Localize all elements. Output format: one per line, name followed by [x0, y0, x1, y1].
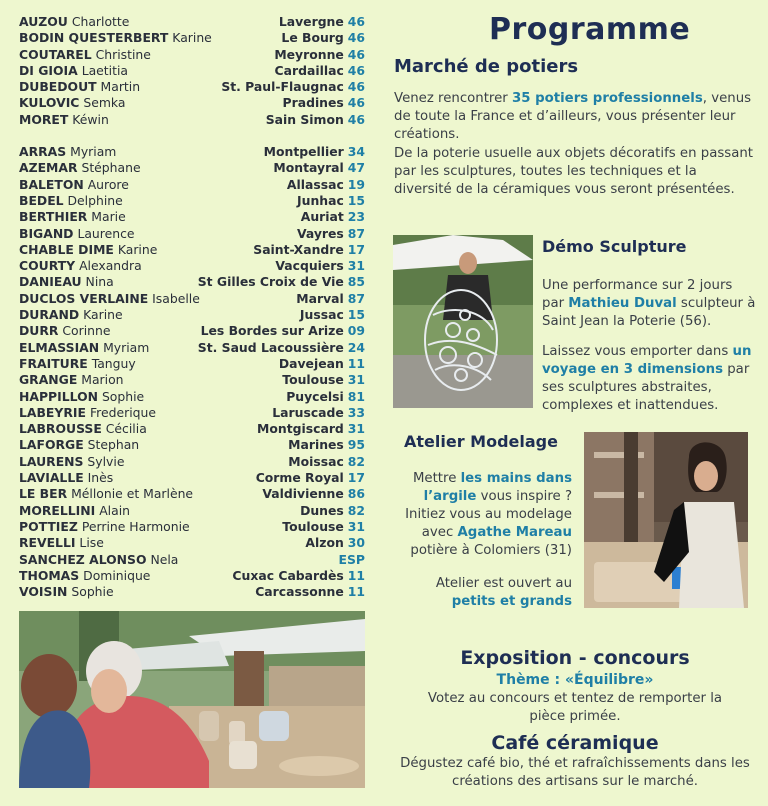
page-title: Programme [489, 12, 691, 47]
exhibitor-firstname: Alexandra [79, 258, 142, 274]
exhibitor-group-other [19, 144, 365, 600]
exhibitor-lastname: LE BER [19, 486, 68, 502]
exhibitor-location [272, 405, 365, 420]
exhibitor-row [19, 226, 365, 242]
exhibitor-city: Le Bourg [281, 30, 344, 46]
exhibitor-city: Montpellier [263, 144, 344, 160]
exhibitor-location [274, 47, 365, 62]
exhibitor-firstname: Méllonie et Marlène [71, 486, 194, 502]
exhibitor-row [19, 437, 365, 453]
exhibitor-name [19, 323, 111, 338]
exhibitor-location [264, 144, 365, 159]
exhibitor-dept: 46 [347, 95, 365, 111]
exhibitor-location [275, 63, 365, 78]
exhibitor-location [297, 193, 365, 208]
exhibitor-row [19, 356, 365, 372]
exhibitor-city: Toulouse [282, 518, 344, 534]
exhibitor-dept: 46 [347, 14, 365, 29]
exhibitor-location [256, 470, 365, 485]
exhibitor-firstname: Tanguy [91, 355, 136, 371]
exhibitor-firstname: Inès [87, 470, 114, 486]
exhibitor-location [305, 535, 365, 550]
exhibitor-location [281, 30, 365, 45]
exhibitor-lastname: REVELLI [19, 535, 76, 551]
exhibitor-lastname: BALETON [19, 176, 84, 192]
exhibitor-name [19, 421, 147, 436]
exhibitor-dept: 85 [347, 274, 365, 290]
cafe-heading: Café céramique [491, 732, 659, 754]
exhibitor-dept: 15 [347, 307, 365, 323]
exhibitor-firstname: Martin [100, 79, 141, 95]
exhibitor-row [19, 584, 365, 600]
exhibitor-dept: 30 [347, 535, 365, 551]
exhibitor-city: Allassac [286, 176, 344, 192]
exhibitor-row [19, 79, 365, 95]
exhibitor-location [279, 356, 365, 371]
exhibitor-firstname: Alain [99, 502, 131, 518]
exhibitor-lastname: DUBEDOUT [19, 79, 97, 95]
exhibitor-city: Lavergne [278, 14, 344, 29]
exhibitor-lastname: DANIEAU [19, 274, 82, 290]
exhibitor-city: Pradines [282, 95, 344, 111]
exhibitor-lastname: MORELLINI [19, 502, 96, 518]
exhibitor-name [19, 503, 130, 518]
exhibitor-lastname: BEDEL [19, 192, 64, 208]
exhibitor-location [300, 503, 365, 518]
exhibitor-firstname: Marie [91, 209, 126, 225]
exhibitor-firstname: Charlotte [71, 14, 130, 29]
exhibitor-lastname: MORET [19, 111, 69, 127]
exhibitor-name [19, 470, 113, 485]
atelier-text-2: Atelier est ouvert au petits et grands [435, 576, 572, 609]
exhibitor-firstname: Sophie [101, 388, 145, 404]
marche-text-2: De la poterie usuelle aux objets décoratifs en passant par les sculptures, toutes les techniques et la diversité de la céramiques vous seront présentées. [394, 146, 753, 197]
exhibitor-lastname: DURAND [19, 307, 80, 323]
exhibitor-row [19, 503, 365, 519]
exhibitor-row [19, 258, 365, 274]
exhibitor-name [19, 274, 114, 289]
demo-text-2: Laissez vous emporter dans un voyage en 3 dimensions par ses sculptures abstraites, complexes et inattendues. [542, 344, 752, 413]
exhibitor-location [279, 14, 365, 29]
exhibitor-city: Laruscade [272, 404, 344, 420]
exhibitor-city: Les Bordes sur Arize [200, 323, 344, 339]
exhibitor-lastname: HAPPILLON [19, 388, 98, 404]
exhibitor-dept: 81 [347, 388, 365, 404]
exhibitor-dept: 09 [347, 323, 365, 339]
exhibitor-firstname: Stéphane [81, 160, 141, 176]
exhibitor-location [262, 486, 365, 501]
exhibitor-lastname: AUZOU [19, 14, 68, 29]
exhibitor-location [266, 112, 365, 127]
exhibitor-row [19, 193, 365, 209]
exhibitor-name [19, 568, 150, 583]
exhibitor-row [19, 486, 365, 502]
exhibitor-row [19, 340, 365, 356]
exhibitor-name [19, 552, 178, 567]
exhibitor-city: St. Paul-Flaugnac [221, 79, 344, 95]
exhibitor-city: Alzon [305, 535, 344, 551]
exhibitor-name [19, 226, 135, 241]
exhibitor-row [19, 47, 365, 63]
exhibitor-row [19, 389, 365, 405]
market-photo [19, 611, 365, 788]
exhibitor-location [275, 258, 365, 273]
exhibitor-name [19, 112, 109, 127]
exhibitor-firstname: Sophie [71, 584, 114, 600]
exhibitor-row [19, 95, 365, 111]
exhibitor-location [253, 242, 365, 257]
marche-heading: Marché de potiers [394, 56, 579, 77]
exhibitor-dept: 87 [347, 290, 365, 306]
exhibitor-city: Carcassonne [255, 584, 344, 600]
exhibitor-name [19, 258, 142, 273]
exhibitor-city: St. Saud Lacoussière [197, 339, 344, 355]
exhibitor-dept: 31 [347, 421, 365, 437]
exhibitor-lastname: LABEYRIE [19, 404, 86, 420]
demo-text-1: Une performance sur 2 jours par Mathieu Duval sculpteur à Saint Jean la Poterie (56). [542, 278, 756, 329]
exhibitor-lastname: VOISIN [19, 584, 68, 600]
exhibitor-city: Sain Simon [265, 111, 344, 127]
exhibitor-name [19, 389, 144, 404]
exhibitor-city: Saint-Xandre [253, 241, 344, 257]
exhibitor-firstname: Kéwin [72, 111, 109, 127]
exhibitor-city: Marval [296, 290, 344, 306]
atelier-text-1: Mettre les mains dans l’argile vous inspire ? Initiez vous au modelage avec Agathe Mareau potière à Colomiers (31) [405, 471, 572, 558]
exhibitor-firstname: Myriam [70, 144, 117, 160]
exhibitor-dept: 15 [347, 192, 365, 208]
exhibitor-dept: 19 [347, 176, 365, 192]
exhibitor-location [288, 454, 365, 469]
exhibitor-location [232, 568, 365, 583]
exhibitor-lastname: LABROUSSE [19, 421, 102, 437]
exhibitor-firstname: Karine [83, 307, 123, 323]
exhibitor-firstname: Aurore [87, 176, 129, 192]
exhibitor-dept: 11 [347, 355, 365, 371]
exhibitor-name [19, 519, 190, 534]
exhibitor-lastname: FRAITURE [19, 355, 88, 371]
exhibitor-name [19, 486, 193, 501]
exhibitor-name [19, 177, 129, 192]
exhibitor-city: Cuxac Cabardès [232, 567, 344, 583]
exhibitor-row [19, 30, 365, 46]
exhibitor-name [19, 405, 156, 420]
exhibitor-city: Dunes [300, 502, 344, 518]
exhibitor-row [19, 307, 365, 323]
exhibitor-location [201, 323, 365, 338]
exhibitor-location [297, 226, 365, 241]
exhibitor-location [283, 95, 365, 110]
exhibitor-name [19, 454, 124, 469]
exhibitor-dept: 24 [347, 339, 365, 355]
exhibitor-location [198, 274, 365, 289]
marche-text-1: Venez rencontrer 35 potiers professionnels, venus de toute la France et d’ailleurs, vous présenter leur créations. [394, 91, 752, 142]
exhibitor-dept: 82 [347, 502, 365, 518]
exhibitor-firstname: Laetitia [81, 62, 129, 78]
exhibitor-location [287, 177, 365, 192]
exhibitor-name [19, 356, 136, 371]
exhibitor-firstname: Stephan [87, 437, 140, 453]
exhibitor-city: St Gilles Croix de Vie [197, 274, 344, 290]
exhibitor-lastname: ELMASSIAN [19, 339, 100, 355]
exhibitor-dept: 46 [347, 111, 365, 127]
expo-text: Votez au concours et tentez de remporter la pièce primée. [427, 691, 723, 724]
exhibitor-dept: 23 [347, 209, 365, 225]
exhibitor-firstname: Laurence [77, 225, 135, 241]
expo-theme: Thème : «Équilibre» [496, 672, 654, 688]
exhibitor-name [19, 95, 125, 110]
exhibitor-name [19, 242, 157, 257]
exhibitor-location [257, 421, 365, 436]
exhibitor-dept: 31 [347, 372, 365, 388]
exhibitor-row [19, 470, 365, 486]
exhibitor-firstname: Nina [85, 274, 114, 290]
exhibitor-lastname: AZEMAR [19, 160, 78, 176]
exhibitor-city: Montayral [273, 160, 344, 176]
exhibitor-lastname: COURTY [19, 258, 76, 274]
exhibitor-dept: 46 [347, 46, 365, 62]
exhibitor-dept: 86 [347, 486, 365, 502]
exhibitor-firstname: Marion [81, 372, 124, 388]
exhibitor-list [19, 14, 365, 600]
exhibitor-lastname: THOMAS [19, 567, 80, 583]
exhibitor-location [286, 389, 365, 404]
exhibitor-firstname: Cécilia [105, 421, 147, 437]
atelier-heading: Atelier Modelage [404, 432, 558, 451]
exhibitor-row [19, 242, 365, 258]
exhibitor-name [19, 47, 151, 62]
exhibitor-city: Toulouse [282, 372, 344, 388]
exhibitor-row [19, 454, 365, 470]
sculpture-photo [393, 235, 533, 408]
exhibitor-city: Vacquiers [275, 258, 344, 274]
exhibitor-name [19, 437, 139, 452]
exhibitor-dept: 33 [347, 404, 365, 420]
exhibitor-name [19, 209, 126, 224]
exhibitor-dept: 11 [347, 567, 365, 583]
exhibitor-name [19, 63, 128, 78]
exhibitor-location [282, 519, 365, 534]
exhibitor-lastname: ARRAS [19, 144, 67, 160]
exhibitor-lastname: COUTAREL [19, 46, 92, 62]
exhibitor-dept: 17 [347, 241, 365, 257]
exhibitor-location [273, 160, 365, 175]
exhibitor-firstname: Karine [172, 30, 212, 46]
exhibitor-row [19, 177, 365, 193]
exhibitor-lastname: KULOVIC [19, 95, 80, 111]
exhibitor-group-lot [19, 14, 365, 128]
exhibitor-city: Valdivienne [262, 486, 344, 502]
exhibitor-city: Marines [288, 437, 344, 453]
exhibitor-row [19, 14, 365, 30]
exhibitor-lastname: CHABLE DIME [19, 241, 114, 257]
exhibitor-location [198, 340, 365, 355]
exhibitor-name [19, 144, 116, 159]
exhibitor-row [19, 160, 365, 176]
exhibitor-city: Cardaillac [274, 62, 344, 78]
exhibitor-lastname: BIGAND [19, 225, 74, 241]
demo-heading: Démo Sculpture [542, 237, 687, 256]
exhibitor-location [288, 437, 365, 452]
exhibitor-name [19, 307, 123, 322]
exhibitor-row [19, 274, 365, 290]
exhibitor-city: Moissac [288, 453, 344, 469]
exhibitor-city: Vayres [296, 225, 344, 241]
exhibitor-firstname: Corinne [62, 323, 111, 339]
exhibitor-row [19, 291, 365, 307]
exhibitor-dept: 11 [347, 584, 365, 600]
exhibitor-row [19, 63, 365, 79]
cafe-text: Dégustez café bio, thé et rafraîchissements dans les créations des artisans sur le marché. [400, 756, 750, 789]
exhibitor-firstname: Isabelle [152, 290, 200, 306]
exhibitor-location [300, 307, 365, 322]
exhibitor-dept: 87 [347, 225, 365, 241]
exhibitor-name [19, 535, 104, 550]
exhibitor-city: Meyronne [274, 46, 344, 62]
exhibitor-location [301, 209, 365, 224]
exhibitor-city: Junhac [297, 192, 344, 208]
exhibitor-dept: 31 [347, 258, 365, 274]
exhibitor-firstname: Nela [150, 551, 179, 567]
exhibitor-lastname: LAURENS [19, 453, 84, 469]
exhibitor-name [19, 340, 149, 355]
exhibitor-row [19, 405, 365, 421]
exhibitor-firstname: Christine [95, 46, 151, 62]
exhibitor-lastname: POTTIEZ [19, 518, 78, 534]
exhibitor-location [296, 291, 365, 306]
exhibitor-firstname: Semka [83, 95, 126, 111]
exhibitor-city: Montgiscard [257, 421, 344, 437]
exhibitor-dept: 95 [347, 437, 365, 453]
exhibitor-name [19, 291, 200, 306]
exhibitor-lastname: LAFORGE [19, 437, 84, 453]
exhibitor-firstname: Lise [79, 535, 104, 551]
exhibitor-lastname: DUCLOS VERLAINE [19, 290, 149, 306]
exhibitor-location [221, 79, 365, 94]
exhibitor-lastname: BODIN QUESTERBERT [19, 30, 169, 46]
exhibitor-lastname: DURR [19, 323, 59, 339]
exhibitor-dept: 31 [347, 518, 365, 534]
exhibitor-dept: 82 [347, 453, 365, 469]
expo-heading: Exposition - concours [460, 647, 690, 669]
exhibitor-city: Auriat [300, 209, 344, 225]
exhibitor-name [19, 14, 129, 29]
exhibitor-lastname: DI GIOIA [19, 62, 78, 78]
exhibitor-name [19, 79, 140, 94]
exhibitor-row [19, 112, 365, 128]
exhibitor-location [255, 584, 365, 599]
atelier-photo [584, 432, 748, 608]
exhibitor-name [19, 193, 123, 208]
exhibitor-row [19, 323, 365, 339]
exhibitor-city: Davejean [278, 355, 344, 371]
exhibitor-location [339, 552, 365, 567]
exhibitor-city: Puycelsi [286, 388, 344, 404]
exhibitor-dept: 46 [347, 30, 365, 46]
exhibitor-row [19, 568, 365, 584]
exhibitor-lastname: GRANGE [19, 372, 78, 388]
exhibitor-lastname: BERTHIER [19, 209, 88, 225]
exhibitor-firstname: Perrine Harmonie [81, 518, 190, 534]
exhibitor-firstname: Myriam [103, 339, 150, 355]
exhibitor-dept: 47 [347, 160, 365, 176]
exhibitor-firstname: Delphine [67, 192, 123, 208]
exhibitor-row [19, 421, 365, 437]
exhibitor-row [19, 372, 365, 388]
exhibitor-dept: 17 [347, 470, 365, 486]
exhibitor-firstname: Dominique [83, 567, 151, 583]
exhibitor-lastname: SANCHEZ ALONSO [19, 551, 147, 567]
exhibitor-firstname: Sylvie [87, 453, 125, 469]
exhibitor-city: Corme Royal [255, 470, 344, 486]
exhibitor-name [19, 372, 124, 387]
exhibitor-dept: ESP [338, 551, 365, 567]
exhibitor-city: Jussac [299, 307, 344, 323]
exhibitor-name [19, 30, 212, 45]
exhibitor-lastname: LAVIALLE [19, 470, 84, 486]
exhibitor-dept: 46 [347, 79, 365, 95]
exhibitor-location [282, 372, 365, 387]
exhibitor-row [19, 552, 365, 568]
exhibitor-row [19, 519, 365, 535]
exhibitor-row [19, 144, 365, 160]
exhibitor-firstname: Frederique [89, 404, 156, 420]
exhibitor-dept: 46 [347, 62, 365, 78]
exhibitor-firstname: Karine [117, 241, 158, 257]
exhibitor-dept: 34 [347, 144, 365, 160]
exhibitor-row [19, 535, 365, 551]
exhibitor-row [19, 209, 365, 225]
exhibitor-name [19, 584, 114, 599]
exhibitor-name [19, 160, 141, 175]
